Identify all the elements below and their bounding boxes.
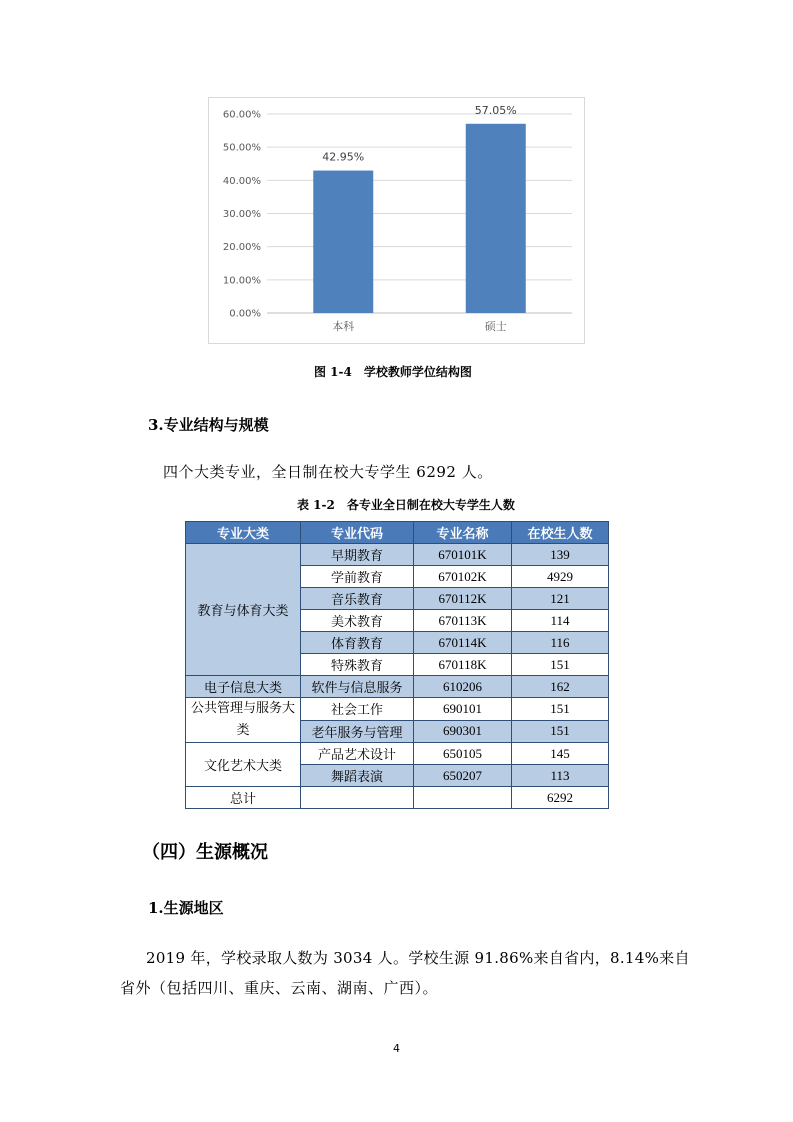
- student-count: 162: [512, 676, 609, 698]
- empty-cell: [301, 787, 414, 809]
- major-code: 670113K: [414, 610, 512, 632]
- major-code: 690101: [414, 698, 512, 721]
- major-code: 670118K: [414, 654, 512, 676]
- data-label: 57.05%: [474, 103, 517, 117]
- table-row: [186, 676, 609, 698]
- category-cell: 教育与体育大类: [186, 544, 301, 676]
- bar: [313, 171, 373, 313]
- x-tick-label: 硕士: [484, 320, 507, 333]
- major-name: 产品艺术设计: [301, 743, 414, 765]
- x-tick-label: 本科: [332, 320, 355, 333]
- chapter-heading: （四）生源概况: [142, 842, 268, 863]
- table-row: [186, 698, 609, 721]
- student-count: 151: [512, 698, 609, 721]
- figure-caption: 图 1-4 学校教师学位结构图: [314, 365, 472, 379]
- student-count: 113: [512, 765, 609, 787]
- student-count: 114: [512, 610, 609, 632]
- major-name: 软件与信息服务: [301, 676, 414, 698]
- header-code: 专业名称: [414, 522, 512, 544]
- major-code: 690301: [414, 720, 512, 743]
- total-count: 6292: [512, 787, 609, 809]
- table-caption: 表 1-2 各专业全日制在校大专学生人数: [297, 498, 515, 512]
- bar-chart-svg: [209, 98, 586, 345]
- page-number: 4: [393, 1042, 400, 1055]
- major-code: 650207: [414, 765, 512, 787]
- y-tick-label: 20.00%: [222, 242, 261, 254]
- major-name: 体育教育: [301, 632, 414, 654]
- section-heading: 3.专业结构与规模: [148, 416, 269, 434]
- data-label: 42.95%: [322, 150, 365, 164]
- y-tick-label: 50.00%: [222, 142, 261, 154]
- major-code: 650105: [414, 743, 512, 765]
- major-name: 学前教育: [301, 566, 414, 588]
- major-code: 670112K: [414, 588, 512, 610]
- major-name: 音乐教育: [301, 588, 414, 610]
- section-text: 四个大类专业，全日制在校大专学生 6292 人。: [163, 463, 493, 481]
- body-line-1: 2019 年，学校录取人数为 3034 人。学校生源 91.86%来自省内，8.14%来自: [146, 949, 690, 967]
- major-name: 社会工作: [301, 698, 414, 721]
- y-tick-label: 30.00%: [222, 209, 261, 220]
- header-category: 专业大类: [186, 522, 301, 544]
- major-code: 670114K: [414, 632, 512, 654]
- student-count: 151: [512, 720, 609, 743]
- table-total-row: [186, 787, 609, 809]
- category-cell: 文化艺术大类: [186, 743, 301, 787]
- student-count: 151: [512, 654, 609, 676]
- total-label: 总计: [186, 787, 301, 809]
- major-code: 670102K: [414, 566, 512, 588]
- header-count: 在校生人数: [512, 522, 609, 544]
- bar: [466, 124, 526, 313]
- table-row: [186, 544, 609, 566]
- category-cell: 电子信息大类: [186, 676, 301, 698]
- major-name: 早期教育: [301, 544, 414, 566]
- table-row: [186, 743, 609, 765]
- major-name: 舞蹈表演: [301, 765, 414, 787]
- category-cell: 公共管理与服务大类: [186, 698, 301, 743]
- student-count: 116: [512, 632, 609, 654]
- major-name: 老年服务与管理: [301, 720, 414, 743]
- table-header-row: [186, 522, 609, 544]
- major-enrollment-table: [185, 521, 609, 809]
- major-name: 美术教育: [301, 610, 414, 632]
- sub-heading: 1.生源地区: [148, 899, 224, 917]
- y-tick-label: 0.00%: [229, 308, 261, 320]
- degree-structure-chart: [208, 97, 585, 344]
- header-name: 专业代码: [301, 522, 414, 544]
- y-tick-label: 60.00%: [222, 109, 261, 121]
- major-name: 特殊教育: [301, 654, 414, 676]
- student-count: 4929: [512, 566, 609, 588]
- major-code: 670101K: [414, 544, 512, 566]
- student-count: 145: [512, 743, 609, 765]
- body-line-2: 省外（包括四川、重庆、云南、湖南、广西）。: [120, 979, 439, 997]
- student-count: 139: [512, 544, 609, 566]
- student-count: 121: [512, 588, 609, 610]
- empty-cell: [414, 787, 512, 809]
- y-tick-label: 40.00%: [222, 175, 261, 187]
- major-code: 610206: [414, 676, 512, 698]
- y-tick-label: 10.00%: [222, 275, 261, 287]
